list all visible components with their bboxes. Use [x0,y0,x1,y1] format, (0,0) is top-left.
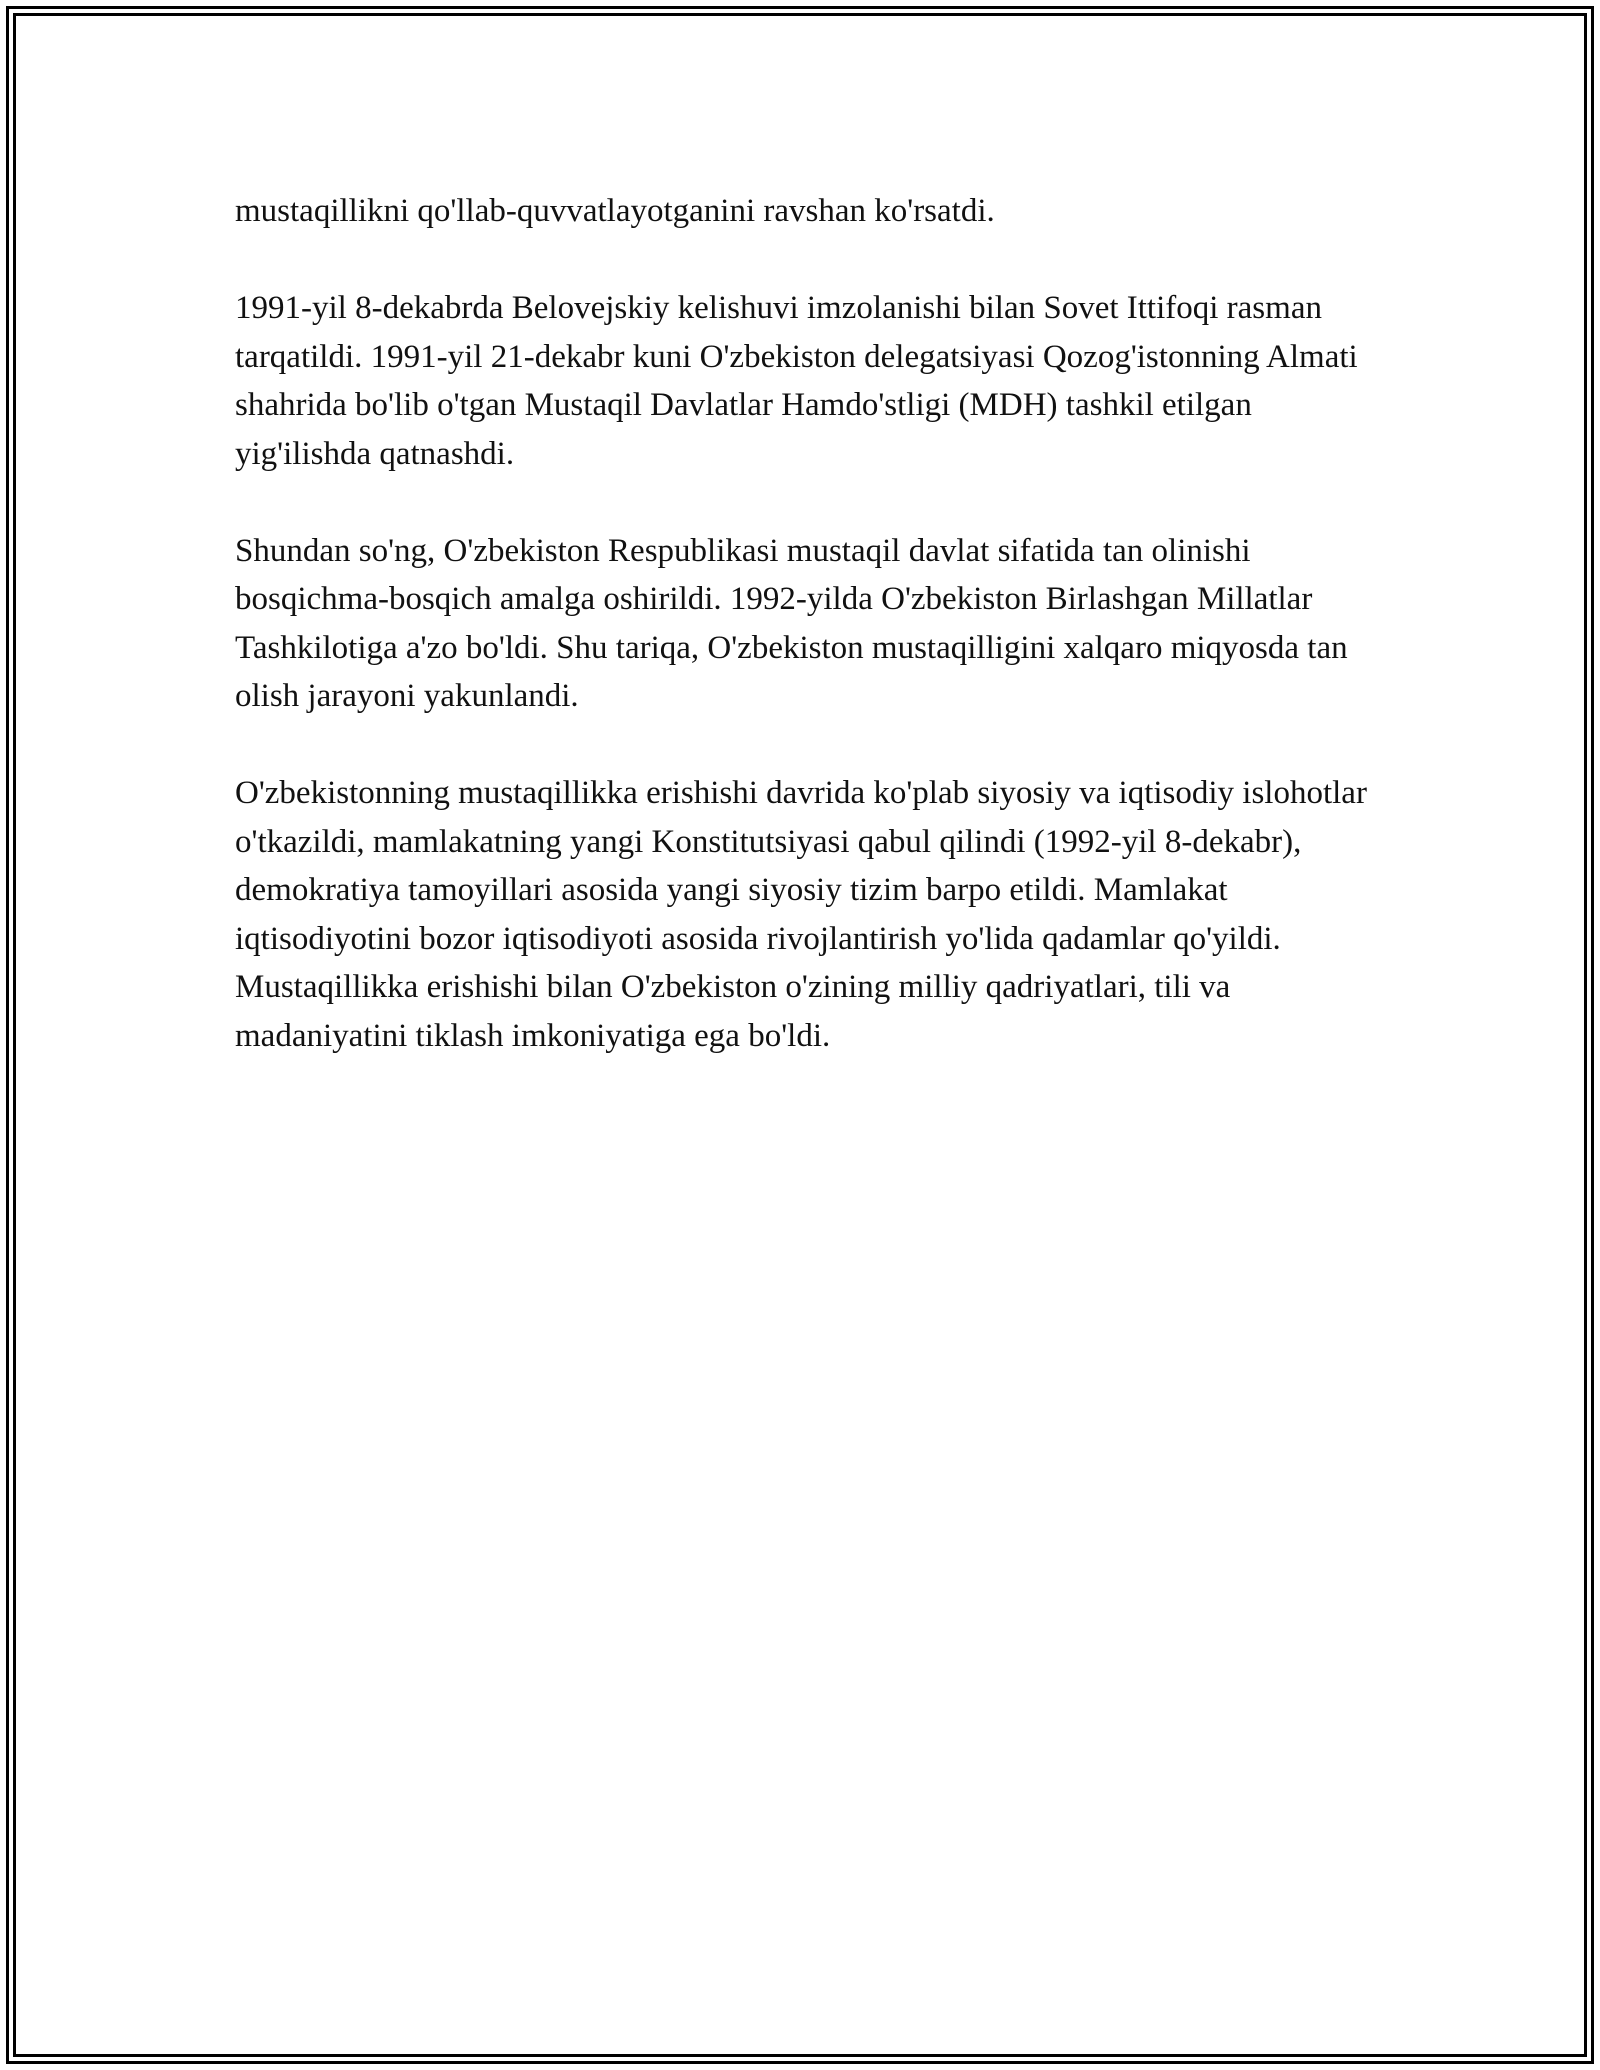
paragraph-reforms: O'zbekistonning mustaqillikka erishishi davrida ko'plab siyosiy va iqtisodiy islohotlar o'tkazildi, mamlakatning yangi Konstitutsiyasi qabul qilindi (1992-yil 8-dekabr), demokratiya tamoyillari asosida yangi siyosiy tizim barpo etildi. Mamlakat iqtisodiyotini bozor iqtisodiyoti asosida rivojlantirish yo'lida qadamlar qo'yildi. Mustaqillikka erishishi bilan O'zbekiston o'zining milliy qadriyatlari, tili va madaniyatini tiklash imkoniyatiga ega bo'ldi. [235,775,1367,1054]
paragraph-international-recognition: Shundan so'ng, O'zbekiston Respublikasi mustaqil davlat sifatida tan olinishi bosqichma-bosqich amalga oshirildi. 1992-yilda O'zbekiston Birlashgan Millatlar Tashkilotiga a'zo bo'ldi. Shu tariqa, O'zbekiston mustaqilligini xalqaro miqyosda tan olish jarayoni yakunlandi. [235,532,1348,714]
paragraph-belovezh-accords: 1991-yil 8-dekabrda Belovejskiy kelishuvi imzolanishi bilan Sovet Ittifoqi rasman tarqatildi. 1991-yil 21-dekabr kuni O'zbekiston delegatsiyasi Qozog'istonning Almati shahrida bo'lib o'tgan Mustaqil Davlatlar Hamdo'stligi (MDH) tashkil etilgan yig'ilishda qatnashdi. [235,290,1358,472]
paragraph-continuation: mustaqillikni qo'llab-quvvatlayotganini ravshan ko'rsatdi. [235,193,995,229]
document-body [235,187,1380,1109]
